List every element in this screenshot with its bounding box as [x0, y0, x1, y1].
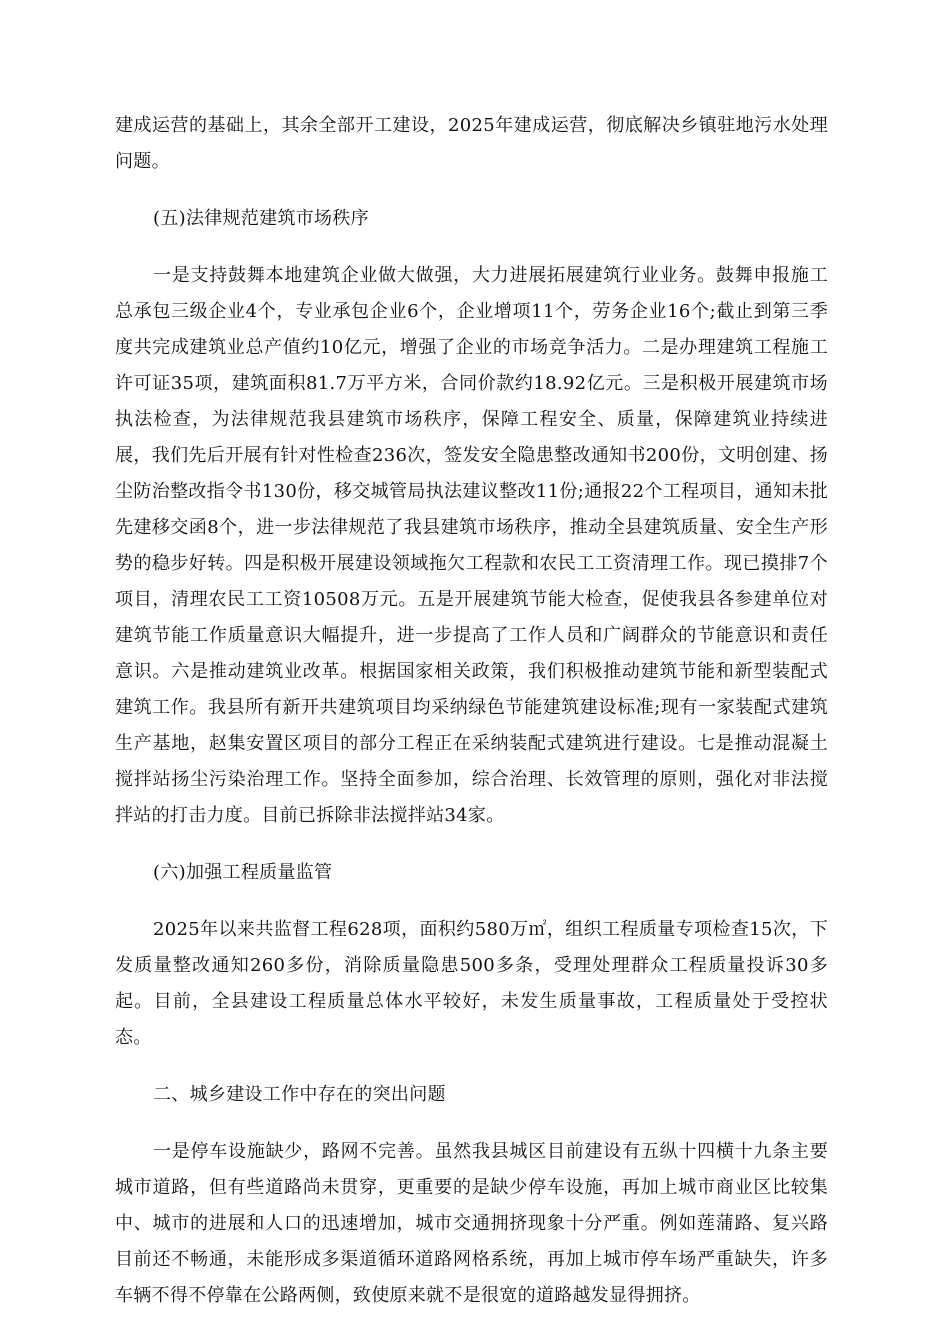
section-heading-6: (六)加强工程质量监管 [153, 862, 333, 883]
paragraph-quality-supervision: 2025年以来共监督工程628项，面积约580万㎡，组织工程质量专项检查15次，下发质量整改通知260多份，消除质量隐患500多条，受理处理群众工程质量投诉30多起。目前，全县建设工程质量总体水平较好，未发生质量事故，工程质量处于受控状态。 [115, 919, 828, 1048]
paragraph-construction-market: 一是支持鼓舞本地建筑企业做大做强，大力进展拓展建筑行业业务。鼓舞申报施工总承包三级企业4个，专业承包企业6个，企业增项11个，劳务企业16个;截止到第三季度共完成建筑业总产值约10亿元，增强了企业的市场竞争活力。二是办理建筑工程施工许可证35项，建筑面积81.7万平方米，合同价款约18.92亿元。三是积极开展建筑市场执法检查，为法律规范我县建筑市场秩序，保障工程安全、质量，保障建筑业持续进展，我们先后开展有针对性检查236次，签发安全隐患整改通知书200份，文明创建、扬尘防治整改指令书130份，移交城管局执法建议整改11份;通报22个工程项目，通知未批先建移交函8个，进一步法律规范了我县建筑市场秩序，推动全县建筑质量、安全生产形势的稳步好转。四是积极开展建设领域拖欠工程款和农民工工资清理工作。现已摸排7个项目，清理农民工工资10508万元。五是开展建筑节能大检查，促使我县各参建单位对建筑节能工作质量意识大幅提升，进一步提高了工作人员和广阔群众的节能意识和责任意识。六是推动建筑业改革。根据国家相关政策，我们积极推动建筑节能和新型装配式建筑工作。我县所有新开共建筑项目均采纳绿色节能建筑建设标准;现有一家装配式建筑生产基地，赵集安置区项目的部分工程正在采纳装配式建筑进行建设。七是推动混凝土搅拌站扬尘污染治理工作。坚持全面参加，综合治理、长效管理的原则，强化对非法搅拌站的打击力度。目前已拆除非法搅拌站34家。 [115, 265, 828, 826]
section-heading-5: (五)法律规范建筑市场秩序 [153, 208, 369, 229]
document-body [115, 108, 828, 1314]
section-heading-problems: 二、城乡建设工作中存在的突出问题 [153, 1084, 446, 1105]
paragraph-continuation: 建成运营的基础上，其余全部开工建设，2025年建成运营，彻底解决乡镇驻地污水处理问题。 [115, 115, 828, 172]
paragraph-parking-issues: 一是停车设施缺少，路网不完善。虽然我县城区目前建设有五纵十四横十九条主要城市道路，但有些道路尚未贯穿，更重要的是缺少停车设施，再加上城市商业区比较集中、城市的进展和人口的迅速增加，城市交通拥挤现象十分严重。例如莲蒲路、复兴路目前还不畅通，未能形成多渠道循环道路网格系统，再加上城市停车场严重缺失，许多车辆不得不停靠在公路两侧，致使原来就不是很宽的道路越发显得拥挤。 [115, 1141, 828, 1306]
